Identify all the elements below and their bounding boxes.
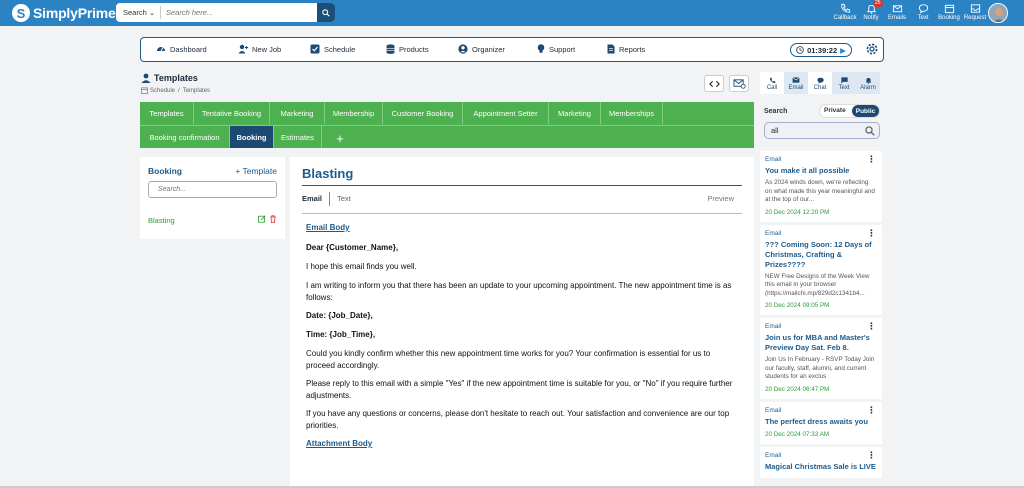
message-card[interactable] xyxy=(760,225,882,316)
more-options-icon[interactable]: ⋮ xyxy=(867,321,876,331)
chat-action[interactable] xyxy=(808,72,832,94)
template-tabs xyxy=(140,102,754,148)
emails-action[interactable] xyxy=(884,2,910,21)
call-action[interactable] xyxy=(760,72,784,94)
bell-icon xyxy=(865,75,872,85)
divider xyxy=(160,6,161,19)
chat-icon xyxy=(817,75,824,85)
tab-estimates[interactable]: Estimates xyxy=(274,126,322,148)
more-options-icon[interactable]: ⋮ xyxy=(867,154,876,164)
message-date: 20 Dec 2024 12:20 PM xyxy=(765,208,830,216)
user-circle-icon xyxy=(458,44,468,54)
message-icon xyxy=(841,75,848,85)
users-icon xyxy=(141,73,151,83)
page-title-text: Templates xyxy=(154,73,198,83)
logo-text: SimplyPrime xyxy=(33,5,116,21)
template-search-input[interactable] xyxy=(148,181,277,198)
text-action[interactable] xyxy=(910,2,936,21)
gear-icon xyxy=(865,42,879,56)
add-template-button[interactable]: + Template xyxy=(235,166,277,176)
user-avatar[interactable] xyxy=(988,3,1008,23)
nav-label: Dashboard xyxy=(170,44,207,54)
notify-action[interactable] xyxy=(858,2,884,21)
message-date: 20 Dec 2024 07:33 AM xyxy=(765,430,830,438)
global-search-input[interactable] xyxy=(166,5,311,20)
booking-label: Booking xyxy=(938,15,960,21)
app-logo[interactable] xyxy=(12,4,116,22)
search-icon xyxy=(322,9,330,17)
alarm-label: Alarm xyxy=(860,85,876,91)
more-options-icon[interactable]: ⋮ xyxy=(867,227,876,238)
message-snippet: NEW Free Designs of the Week View this email in your browser (https://mailchi.mp/829d2c1341b4... xyxy=(765,272,870,297)
email-greeting: Dear {Customer_Name}, xyxy=(306,243,399,252)
template-list-panel xyxy=(140,157,285,239)
message-search-input[interactable] xyxy=(771,126,861,135)
dashboard-icon xyxy=(156,44,166,54)
breadcrumb-separator: / xyxy=(178,87,180,94)
request-label: Request xyxy=(963,15,987,21)
settings-button[interactable] xyxy=(865,42,879,58)
breadcrumb-schedule[interactable]: Schedule xyxy=(150,87,176,94)
main-nav xyxy=(140,37,884,62)
divider xyxy=(302,185,742,186)
preview-button[interactable]: Preview xyxy=(707,194,734,203)
edit-icon[interactable] xyxy=(258,215,266,225)
email-action[interactable] xyxy=(784,72,808,94)
nav-label: Products xyxy=(399,44,429,54)
more-options-icon[interactable]: ⋮ xyxy=(867,449,876,460)
mail-settings-button[interactable] xyxy=(729,75,749,92)
call-label: Call xyxy=(766,85,778,91)
tab-memberships[interactable]: Memberships xyxy=(601,102,663,124)
message-type: Email xyxy=(765,156,782,163)
tab-booking-confirmation[interactable]: Booking confirmation xyxy=(140,126,230,148)
logo-mark-icon: S xyxy=(12,4,30,22)
nav-label: Support xyxy=(549,44,576,54)
code-icon xyxy=(709,80,720,88)
email-time-line: Time: {Job_Time}, xyxy=(306,330,376,339)
message-date: 20 Dec 2024 09:05 PM xyxy=(765,302,830,309)
private-option[interactable]: Private xyxy=(824,107,846,114)
breadcrumb-templates: Templates xyxy=(182,87,211,94)
message-title: The perfect dress awaits you xyxy=(765,416,868,426)
email-paragraph: Could you kindly confirm whether this new appointment time works for you? Your confirmation is essential for us to proceed accordingly. xyxy=(306,349,711,370)
message-type: Email xyxy=(765,323,782,330)
message-type: Email xyxy=(765,451,782,459)
email-paragraph: I hope this email finds you well. xyxy=(306,262,417,271)
message-title: Join us for MBA and Master's Preview Day Sat. Feb 8. xyxy=(765,333,870,352)
attachment-body-link[interactable]: Attachment Body xyxy=(306,439,373,448)
message-date: 20 Dec 2024 06:47 PM xyxy=(765,385,830,393)
tab-tentative-booking[interactable]: Tentative Booking xyxy=(194,102,270,124)
booking-action[interactable] xyxy=(936,2,962,21)
divider xyxy=(302,213,742,214)
nav-label: Organizer xyxy=(472,44,505,54)
tab-marketing[interactable]: Marketing xyxy=(270,102,325,124)
chevron-down-icon: ⌄ xyxy=(148,8,156,17)
clock-icon xyxy=(796,46,804,54)
message-card[interactable] xyxy=(760,151,882,222)
template-title: Blasting xyxy=(302,166,354,181)
database-icon xyxy=(386,44,395,54)
tab-text[interactable]: Text xyxy=(337,194,351,203)
message-title: You make it all possible xyxy=(765,166,850,175)
message-list xyxy=(760,151,882,488)
email-date-line: Date: {Job_Date}, xyxy=(306,311,373,320)
notify-label: Notify xyxy=(863,15,879,21)
nav-organizer[interactable] xyxy=(458,44,505,54)
nav-schedule[interactable] xyxy=(310,44,355,54)
email-paragraph: I am writing to inform you that there has been an update to your upcoming appointment. The new appointment time is as follows: xyxy=(306,281,732,302)
tab-appointment-setter[interactable]: Appointment Setter xyxy=(463,102,549,124)
calendar-icon xyxy=(944,2,955,14)
nav-support[interactable] xyxy=(537,44,575,54)
communication-actions xyxy=(760,72,882,94)
text-action[interactable] xyxy=(832,72,856,94)
divider xyxy=(329,192,330,206)
search-type-dropdown[interactable] xyxy=(123,8,155,17)
chat-bubble-icon xyxy=(918,2,929,14)
user-plus-icon xyxy=(238,44,248,54)
alarm-action[interactable] xyxy=(856,72,880,94)
panel-title: Booking xyxy=(148,166,182,176)
template-editor xyxy=(290,157,754,488)
message-card[interactable] xyxy=(760,318,882,399)
email-paragraph: If you have any questions or concerns, please don't hesitate to reach out. Your satisfaction and convenience are our top priorities. xyxy=(306,409,730,430)
template-item-blasting[interactable]: Blasting xyxy=(148,216,175,225)
text-label: Text xyxy=(917,15,929,21)
search-label: Search xyxy=(764,108,788,115)
nav-label: New Job xyxy=(252,44,282,54)
avatar-image xyxy=(989,4,1008,23)
nav-reports[interactable] xyxy=(607,44,645,54)
play-icon[interactable]: ▶ xyxy=(840,45,846,55)
public-option[interactable]: Public xyxy=(852,105,879,117)
request-action[interactable] xyxy=(962,2,988,21)
calendar-small-icon xyxy=(141,87,148,94)
message-search xyxy=(764,122,880,139)
phone-callback-icon xyxy=(840,2,851,14)
message-title: Magical Christmas Sale is LIVE xyxy=(765,461,876,471)
emails-label: Emails xyxy=(887,15,906,21)
tab-membership[interactable]: Membership xyxy=(325,102,383,124)
breadcrumb xyxy=(141,87,213,94)
message-title: ??? Coming Soon: 12 Days of Christmas, Crafting & Prizes???? xyxy=(765,239,872,269)
message-type: Email xyxy=(765,229,782,237)
inbox-icon xyxy=(970,2,981,14)
nav-new-job[interactable] xyxy=(238,44,281,54)
tab-email[interactable]: Email xyxy=(302,194,323,203)
lightbulb-icon xyxy=(537,44,545,54)
add-tab-button[interactable]: + xyxy=(336,130,344,146)
search-button[interactable] xyxy=(317,3,335,22)
envelope-icon xyxy=(792,75,800,85)
email-label: Email xyxy=(788,85,804,91)
chat-label: Chat xyxy=(813,85,827,91)
code-view-button[interactable] xyxy=(704,75,724,92)
nav-label: Reports xyxy=(619,44,646,54)
tab-templates[interactable]: Templates xyxy=(140,102,194,124)
message-card[interactable] xyxy=(760,447,882,478)
more-options-icon[interactable]: ⋮ xyxy=(867,404,876,415)
global-search xyxy=(116,3,335,22)
nav-dashboard[interactable] xyxy=(156,44,207,54)
time-tracker[interactable] xyxy=(790,43,852,57)
top-bar xyxy=(0,0,1024,26)
timer-value: 01:39:22 xyxy=(807,45,838,55)
search-type-label: Search xyxy=(123,8,147,17)
trash-icon[interactable] xyxy=(269,215,277,225)
phone-icon xyxy=(769,75,776,85)
document-icon xyxy=(607,44,615,54)
email-paragraph: Please reply to this email with a simple "Yes" if the new appointment time is suitable for you, or "No" if you require further adjustments. xyxy=(306,379,733,400)
page-title xyxy=(141,73,198,83)
callback-label: Callback xyxy=(833,15,857,21)
nav-label: Schedule xyxy=(324,44,356,54)
message-card[interactable] xyxy=(760,402,882,444)
tab-customer-booking[interactable]: Customer Booking xyxy=(383,102,463,124)
email-body-link[interactable]: Email Body xyxy=(306,223,350,232)
search-icon[interactable] xyxy=(865,126,875,138)
checkbox-icon xyxy=(310,44,320,54)
nav-products[interactable] xyxy=(386,44,429,54)
notification-badge: 25 xyxy=(875,0,881,6)
message-snippet: As 2024 winds down, we're reflecting on what made this year meaningful and at the top of our... xyxy=(765,179,875,203)
message-type: Email xyxy=(765,406,782,414)
message-snippet: Join Us In February - RSVP Today Join our faculty, staff, alumni, and current students for an exclus xyxy=(765,356,875,380)
text-label: Text xyxy=(838,85,850,91)
tab-booking[interactable]: Booking xyxy=(230,126,274,148)
mail-settings-icon xyxy=(733,78,746,89)
callback-action[interactable] xyxy=(832,2,858,21)
visibility-toggle[interactable] xyxy=(819,104,880,118)
tab-marketing-2[interactable]: Marketing xyxy=(549,102,601,124)
envelope-icon xyxy=(892,2,903,14)
